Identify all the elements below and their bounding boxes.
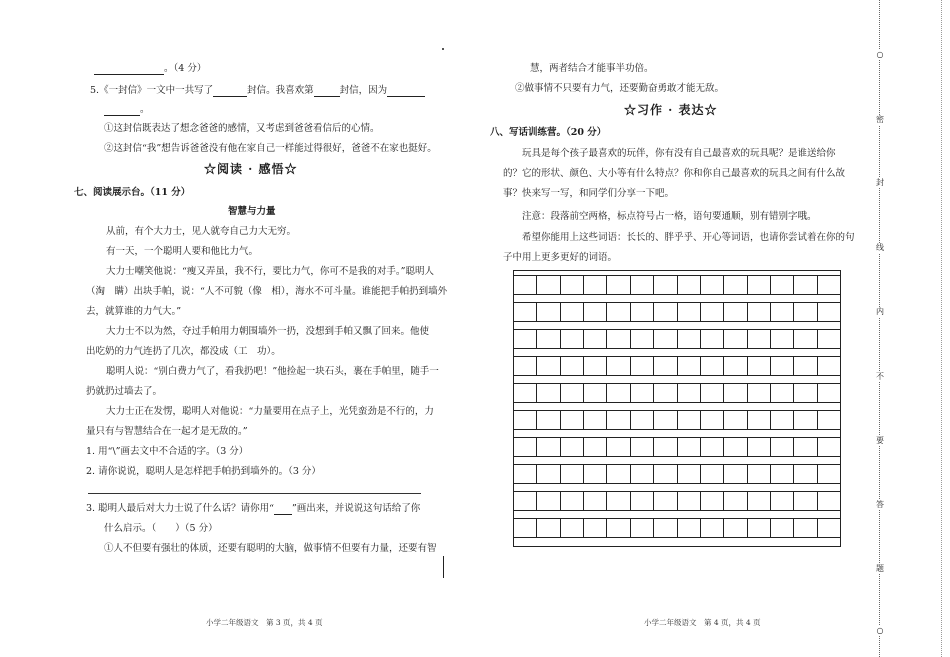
binding-char: 内 xyxy=(876,307,884,316)
binding-char: 要 xyxy=(876,436,884,445)
q3-option-1-continued: 慧，两者结合才能事半功倍。 xyxy=(530,63,654,74)
binding-char: 不 xyxy=(876,372,884,381)
story-line: 扔就扔过墙去了。 xyxy=(86,386,163,397)
grid-row[interactable] xyxy=(514,329,840,349)
story-line: 聪明人说：“别白费力气了，看我扔吧！”他捡起一块石头，裹在手帕里，随手一 xyxy=(106,366,439,377)
q5-line2 xyxy=(104,104,150,116)
prompt-line: 玩具是每个孩子最喜欢的玩伴，你有没有自己最喜欢的玩具呢？是谁送给你 xyxy=(522,148,836,159)
question-7-title: 七、阅读展示台。（11 分） xyxy=(74,187,191,198)
answer-line[interactable] xyxy=(88,493,421,494)
q3-text-b: ”画出来，并说说这句话给了你 xyxy=(291,503,421,514)
q4-tail xyxy=(94,63,206,75)
prompt-note: 注意：段落前空两格，标点符号占一格，语句要通顺，别有错别字哦。 xyxy=(522,211,817,222)
answer-blank[interactable] xyxy=(94,64,164,75)
binding-circle: ○ xyxy=(874,50,886,60)
question-2: 2. 请你说说，聪明人是怎样把手帕扔到墙外的。（3 分） xyxy=(86,466,321,477)
grid-row[interactable] xyxy=(514,437,840,457)
answer-blank[interactable] xyxy=(387,86,425,97)
prompt-line: 事？快来写一写，和同学们分享一下吧。 xyxy=(503,188,675,199)
prompt-line: 的？它的形状、颜色、大小等有什么特点？你和你自己最喜欢的玩具之间有什么故 xyxy=(503,168,846,179)
center-dot xyxy=(442,48,444,50)
prompt-line: 子中用上更多更好的词语。 xyxy=(503,252,618,263)
page-footer-left: 小学二年级语文 第 3 页，共 4 页 xyxy=(206,618,323,627)
q5-text-b: 封信。我喜欢第 xyxy=(247,85,314,96)
q5-option-2: ②这封信“我”想告诉爸爸没有他在家自己一样能过得很好，爸爸不在家也挺好。 xyxy=(104,143,437,154)
story-line: 大力士正在发愣，聪明人对他说：“力量要用在点子上，光凭蛮劲是不行的，力 xyxy=(106,406,434,417)
question-5 xyxy=(90,85,425,97)
answer-blank[interactable] xyxy=(104,105,140,116)
section-title-writing: ☆习作 · 表达☆ xyxy=(624,103,718,117)
answer-blank[interactable] xyxy=(314,86,340,97)
q5-text-d: 。 xyxy=(140,104,150,115)
q3-text-a: 3. 聪明人最后对大力士说了什么话？请你用“ xyxy=(86,503,274,514)
question-3 xyxy=(86,503,420,515)
left-page xyxy=(74,0,448,657)
story-line: 大力士不以为然，夺过手帕用力朝围墙外一扔，没想到手帕又飘了回来。他使 xyxy=(106,326,430,337)
question-8-title: 八、写话训练营。（20 分） xyxy=(490,127,607,138)
grid-row[interactable] xyxy=(514,302,840,322)
story-line: 量只有与智慧结合在一起才是无敌的。” xyxy=(86,426,248,437)
binding-char: 题 xyxy=(876,564,884,573)
story-line: 大力士嘲笑他说：“瘦又弄虽，我不行，要比力气，你可不是我的对手。”聪明人 xyxy=(106,266,434,277)
grid-row[interactable] xyxy=(514,383,840,403)
center-divider xyxy=(443,556,444,578)
grid-row[interactable] xyxy=(514,518,840,538)
binding-line xyxy=(874,0,886,657)
story-line: 出吃奶的力气连扔了几次，都没成（工 功）。 xyxy=(86,346,281,357)
binding-rail xyxy=(879,0,880,657)
edge-dotted-line xyxy=(941,0,942,657)
writing-grid[interactable] xyxy=(513,270,841,547)
grid-row[interactable] xyxy=(514,410,840,430)
q3-option-1: ①人不但要有强壮的体质，还要有聪明的大脑，做事情不但要有力量，还要有智 xyxy=(104,543,437,554)
page-footer-right: 小学二年级语文 第 4 页，共 4 页 xyxy=(644,618,761,627)
binding-char: 密 xyxy=(876,115,884,124)
story-line: 从前，有个大力士，见人就夸自己力大无穷。 xyxy=(106,226,297,237)
binding-circle: ○ xyxy=(874,626,886,636)
q5-option-1: ①这封信既表达了想念爸爸的感情，又考虑到爸爸看信后的心情。 xyxy=(104,123,380,134)
prompt-line: 希望你能用上这些词语：长长的、胖乎乎、开心等词语，也请你尝试着在你的句 xyxy=(522,232,855,243)
binding-char: 线 xyxy=(876,243,884,252)
story-line: 有一天，一个聪明人要和他比力气。 xyxy=(106,246,259,257)
binding-char: 答 xyxy=(876,500,884,509)
story-line: 去，就算谁的力气大。” xyxy=(86,306,182,317)
answer-blank[interactable] xyxy=(213,86,247,97)
underline-sample xyxy=(274,504,292,515)
grid-row[interactable] xyxy=(514,356,840,376)
question-1: 1. 用“\”画去文中不合适的字。（3 分） xyxy=(86,446,249,457)
q5-text-a: 5.《一封信》一文中一共写了 xyxy=(90,85,214,96)
story-line: （淘 瞒）出块手帕，说：“人不可貌（像 相），海水不可斗量。谁能把手帕扔到墙外 xyxy=(86,286,448,297)
grid-row[interactable] xyxy=(514,275,840,295)
question-3-line2: 什么启示。（ ）（5 分） xyxy=(104,523,218,534)
grid-row[interactable] xyxy=(514,491,840,511)
section-title-reading: ☆阅读 · 感悟☆ xyxy=(204,162,298,176)
binding-char: 封 xyxy=(876,178,884,187)
grid-row[interactable] xyxy=(514,464,840,484)
q4-score: 。（4 分） xyxy=(164,63,207,74)
q3-option-2: ②做事情不只要有力气，还要勤奋勇敢才能无敌。 xyxy=(515,83,725,94)
q5-text-c: 封信，因为 xyxy=(339,85,388,96)
story-title: 智慧与力量 xyxy=(228,206,276,217)
